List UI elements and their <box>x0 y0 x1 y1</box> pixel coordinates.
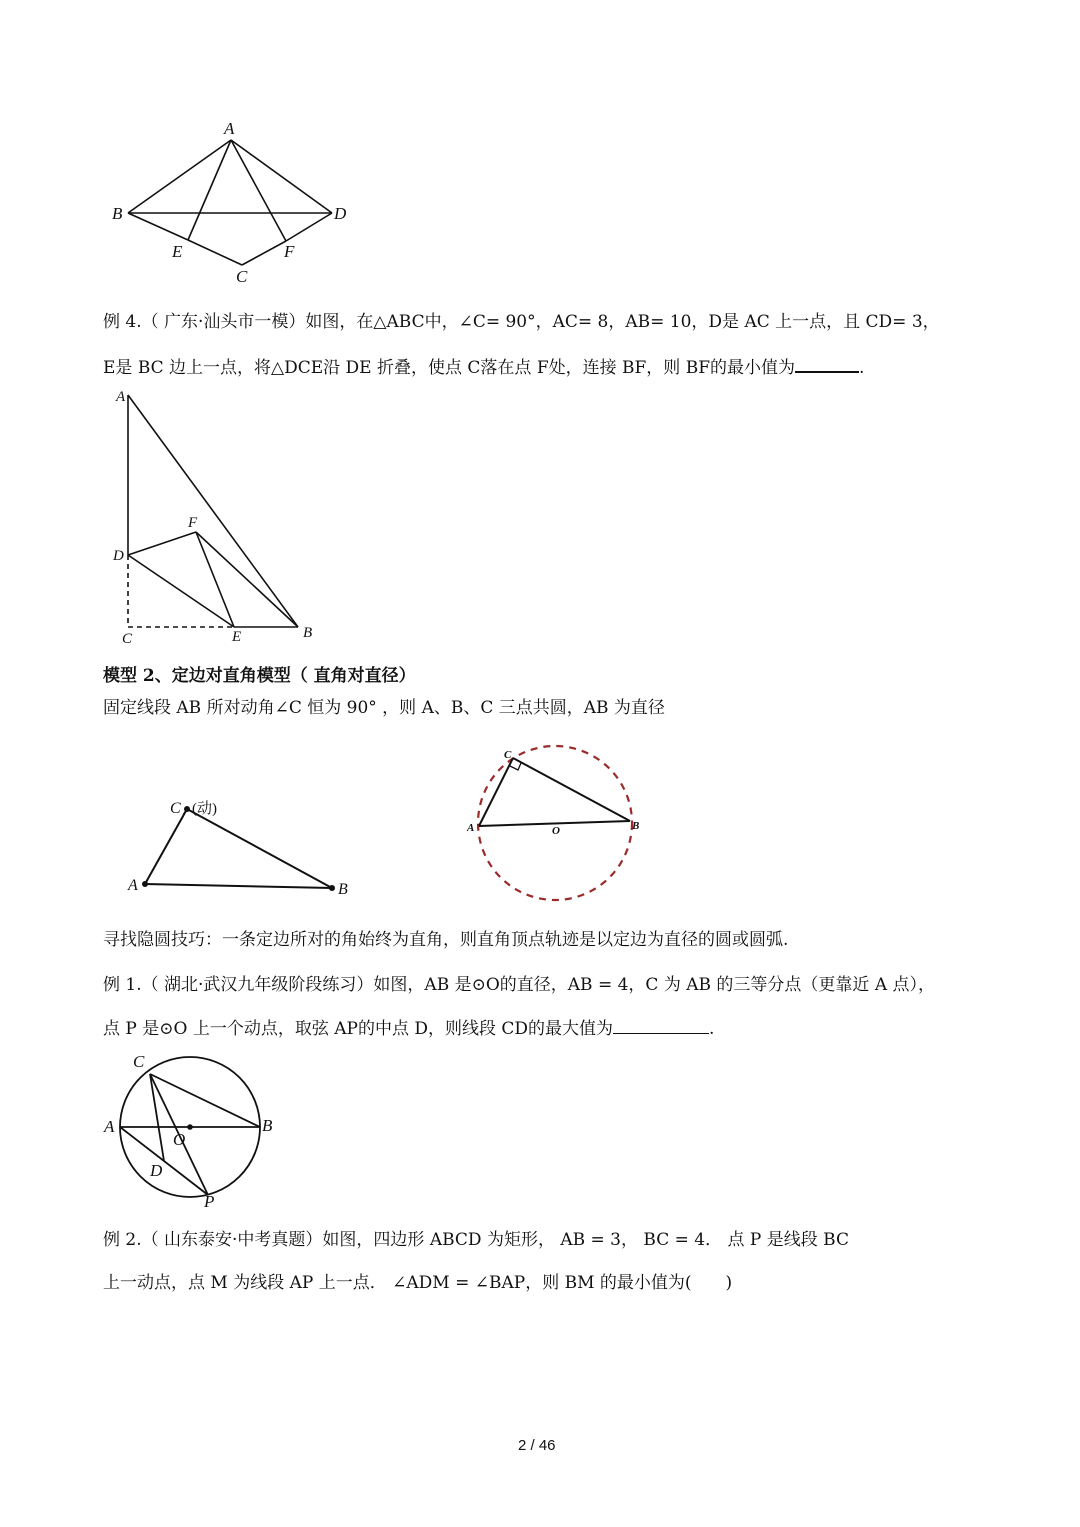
figure-kite <box>100 115 360 290</box>
segment-ad <box>231 140 332 213</box>
label-c: C <box>133 1052 145 1071</box>
example1-end: . <box>709 1019 715 1039</box>
label-f: F <box>284 242 295 261</box>
figure-circle-diameter <box>460 740 650 905</box>
answer-blank[interactable] <box>613 1019 709 1034</box>
segment-fb <box>196 532 298 627</box>
segment-cb <box>187 809 332 888</box>
segment-fe <box>196 532 234 627</box>
point-b <box>329 885 335 891</box>
example1-line2-text: 点 P 是⊙O 上一个动点，取弦 AP的中点 D，则线段 CD的最大值为 <box>103 1019 614 1039</box>
label-p: P <box>204 1192 215 1211</box>
point-a <box>142 881 148 887</box>
example2-line1: 例 2.（ 山东泰安·中考真题）如图，四边形 ABCD 为矩形， AB = 3， BC = 4． 点 P 是线段 BC <box>103 1230 849 1250</box>
model2-heading: 模型 2、定边对直角模型（ 直角对直径） <box>103 666 416 686</box>
label-b: B <box>303 625 313 641</box>
label-b: B <box>632 820 640 832</box>
point-o <box>187 1124 193 1130</box>
label-a: A <box>224 119 235 138</box>
example2-line2: 上一动点，点 M 为线段 AP 上一点． ∠ADM = ∠BAP，则 BM 的最小值为( ) <box>103 1273 733 1293</box>
label-c: C <box>504 749 512 761</box>
label-c: C <box>122 631 133 647</box>
segment-be <box>128 213 188 240</box>
label-d: D <box>113 548 124 564</box>
segment-ab <box>145 884 332 888</box>
label-b: B <box>262 1116 273 1135</box>
label-d: D <box>334 204 347 223</box>
example1-line2 <box>103 1019 714 1038</box>
point-c <box>184 806 190 812</box>
label-d: D <box>150 1161 163 1180</box>
label-b: B <box>112 204 123 223</box>
segment-cb <box>513 758 630 821</box>
chord-ap <box>120 1127 208 1195</box>
segment-af <box>231 140 286 241</box>
page-number: 2 / 46 <box>518 1437 556 1454</box>
segment-fd <box>286 213 332 241</box>
model2-description: 固定线段 AB 所对动角∠C 恒为 90° ，则 A、B、C 三点共圆，AB 为直径 <box>103 698 665 718</box>
right-angle-mark <box>510 763 521 770</box>
answer-blank[interactable] <box>795 357 859 373</box>
segment-de <box>128 555 234 627</box>
segment-cf <box>242 241 286 265</box>
example4-line1: 例 4.（ 广东·汕头市一模）如图，在△ABC中，∠C= 90°，AC= 8，AB= 10，D是 AC 上一点，且 CD= 3， <box>103 312 940 332</box>
segment-ec <box>188 240 242 265</box>
label-a: A <box>128 877 138 894</box>
label-e: E <box>172 242 183 261</box>
segment-ca <box>145 809 187 884</box>
example4-line2-text: E是 BC 边上一点，将△DCE沿 DE 折叠，使点 C落在点 F处，连接 BF，则 BF的最小值为 <box>103 358 795 378</box>
label-c: C <box>170 800 181 817</box>
label-b: B <box>338 881 348 898</box>
example4-line2 <box>103 357 864 377</box>
segment-ab <box>128 395 298 627</box>
segment-df <box>128 532 196 555</box>
label-o: O <box>173 1130 186 1149</box>
figure-fold-triangle <box>100 385 330 647</box>
label-o: O <box>552 825 560 837</box>
figure-right-triangle <box>120 795 365 905</box>
label-moving: (动) <box>192 801 217 817</box>
label-f: F <box>188 515 198 531</box>
example4-end: . <box>859 358 865 378</box>
label-c: C <box>236 267 248 286</box>
example1-line1: 例 1.（ 湖北·武汉九年级阶段练习）如图，AB 是⊙O的直径，AB = 4，C 为 AB 的三等分点（更靠近 A 点）， <box>103 975 935 995</box>
hidden-circle-tip: 寻找隐圆技巧：一条定边所对的角始终为直角，则直角顶点轨迹是以定边为直径的圆或圆弧. <box>103 930 789 950</box>
label-a: A <box>104 1117 115 1136</box>
label-a: A <box>467 822 475 834</box>
label-e: E <box>232 629 242 645</box>
label-a: A <box>116 389 126 405</box>
figure-circle-chord <box>100 1045 285 1215</box>
